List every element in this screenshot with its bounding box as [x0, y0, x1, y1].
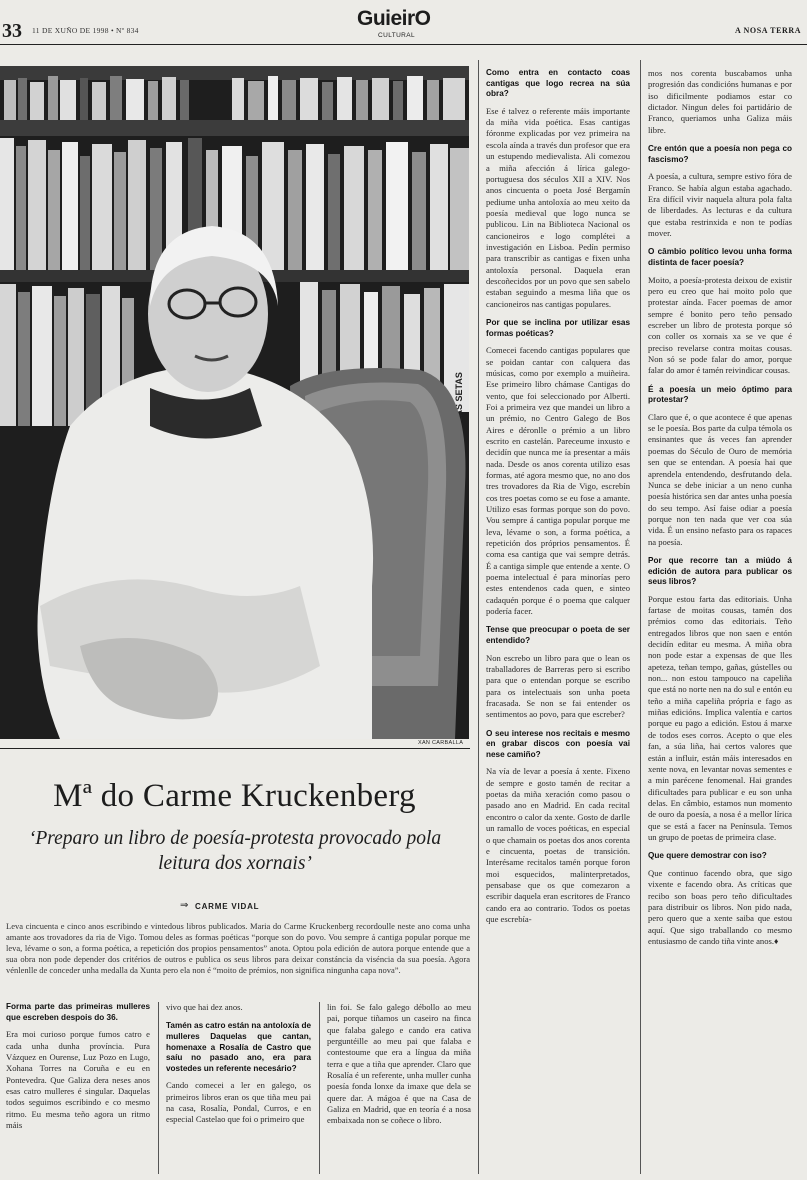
- interview-answer: A poesía, a cultura, sempre estivo fóra de Franco. Se había algun estaba agachado. Era difícil vivir naquela altura pola falta de liberdades. As lecturas e da cultura que estaba restrinxida e non te podías mover.: [648, 171, 792, 238]
- portrait-illustration: [0, 66, 469, 739]
- interview-answer: Comecei facendo cantigas populares que se poidan cantar con calquera das músicas, como por exemplo a muiñeira. Ese primeiro libro chámase Cantigas do vento, que foi seleccionado por Alberti. Foi a primeira vez que mandei un libro a un prémio, no Centro Galego de Bos Aires e déronlle o prémio a un libro escrito en castelán. Pareceume inxusto e decidín que nunca me ía presentar a máis nada. Desde os anos corenta utilizo esas formas, até agora mesmo que, no ano dos tres trovadores da Ria de Vigo, escrebín cos tres poetas como se eu fose a amante. Utilizo esas formas porque son do povo. Vou sempre á cantiga popular porque me leva, lévame o son, a forma poética, a repetición dos próprios pensamentos. É coma esa cantiga que vai sempre detrás. É a cantiga simple que entende a xente. O poema intelectual é para minorías pero estes entendenos cada quen, e sinteo cadaquén porque é o poema que calquer podería facer.: [486, 345, 630, 617]
- text-column-1: [6, 1002, 150, 1131]
- interview-answer: Na vía de levar a poesía á xente. Fixeno de sempre e gosto tamén de recitar a poetas da miña xeración como pasou o pasado ano en Madrid. En cada recital encontro o calor da xente. Gosto de darlle un ramallo de voces poéticas, en especial o que chamain os poetas dos anos corenta e cincuenta, poetas de transición. Interésame recitalos tamén porque foron moi esquecidos, malinterpretados, pensabase que os que comezaron a escribir daquela eran escritores de Franco cando era ao contrario. Todos os poetas que escrebía-: [486, 766, 630, 924]
- interview-answer: Porque estou farta das editoriais. Unha fartase de moitas cousas, tamén dos prémios como das editoriais. Teño entregados libros que non saen e entón decidín editar eu mesma. A miña obra non pode estar a expensas de que lles apeteza, teñan tempo, gañas, gústelles ou non... non estou tampouco na capeliña que está no norte nen na do sul e entón eu teño a miña capeliña própria e fago as miñas edicións. Implica valentía e cartos porque eu pago a edición. Estou á marxe de todos eses corros. Acepto o que eles fan, a súa liña, hai certos valores que están a influir, están máis interesados en xente nova, en levantar novas sementes e a min parécene fenomenal. Hai grandes dificultades para publicar e eu son unha delas. En câmbio, estamos nun momento de ouro da poesía, a nosa é a mellor lírica que se está a facer na Península. Temos un grupo de poetas de primeira clase.: [648, 593, 792, 842]
- interview-question: Que quere demostrar con iso?: [648, 851, 767, 861]
- article-subtitle: ‘Preparo un libro de poesía-protesta provocado pola leitura dos xornais’: [28, 828, 442, 874]
- interview-answer: vivo que hai dez anos.: [166, 1002, 243, 1012]
- byline-arrow-icon: ⇒: [180, 900, 189, 911]
- interview-answer: Non escrebo un libro para que o lean os traballadores de Barreras pero si escribo para que o entendan porque se escribo para os intelectuais son unha poeta fracasada. Se non se fai entender os sentimentos ao povo, para que escreber?: [486, 652, 630, 720]
- section-logo-sub: CULTURAL: [378, 32, 416, 39]
- photo-credit: XAN CARBALLA: [418, 740, 464, 746]
- text-column-5: [648, 68, 792, 947]
- header-rule: [0, 44, 807, 45]
- article-byline: CARME VIDAL: [195, 902, 260, 911]
- interview-answer: lin foi. Se falo galego débollo ao meu pai, porque tiñamos un caseiro na finca que falaba galego e cando era cativa perguntéille ao meu pai que falaba e contestoume que era a língua da miña terra e que a tiña que aprender. Claro que Rosalía é un referente, unha muller cunha poesía fonda lonxe da imaxe que dela se quere dar. A mágoa é que na Casa de Galiza en Madrid, que en teoría é a nosa embaixada non se coñece o libro.: [327, 1002, 471, 1126]
- photo-bottom-rule: [0, 748, 470, 749]
- page-number: 33: [2, 20, 22, 42]
- interview-answer: Que continuo facendo obra, que sigo vixente e facendo obra. As críticas que recibo son boas pero teño dificultades para distribuir os libros. Non pido nada, pero quero que a xente saiba que estou aquí. Que sigo traballando co mesmo entusiasmo de cando tiña vinte anos.♦: [648, 867, 792, 946]
- bookshelf-top: [4, 76, 465, 120]
- interview-question: Como entra en contacto coas cantigas que logo recrea na súa obra?: [486, 68, 630, 99]
- interview-question: É a poesía un meio óptimo para protestar?: [648, 384, 792, 405]
- interview-question: O seu interese nos recitais e mesmo en grabar discos con poesía vai nese camiño?: [486, 728, 630, 759]
- issue-date: 11 DE XUÑO DE 1998 • Nº 834: [32, 26, 139, 35]
- column-divider: [158, 1002, 159, 1174]
- article-title: Mª do Carme Kruckenberg: [53, 778, 416, 814]
- section-logo-main: GuieirO: [357, 7, 431, 30]
- newspaper-name: A NOSA TERRA: [735, 26, 802, 35]
- interview-answer: mos nos corenta buscabamos unha progresión das condicións humanas e por iso dificilmente podiamos estar co dictador. Ningun deles foi partidário de Franco, queriamos unha Galiza máis libre.: [648, 68, 792, 135]
- interview-answer: Claro que é, o que acontece é que apenas se le poesía. Bos parte da culpa témola os ensinantes que ás veces fan aprender poemas do Século de Ouro de memória sen que se entendan. A poesía hai que aprendela entendendo, desfrutando dela. Nunca se debe iniciar a un neno cunha poesía histórica sen dar antes unha poesía do seu tempo. Así faise odiar a poesía porque non ten nada que ver coa súa vida. É un ensino nefasto para os rapaces na poesía.: [648, 411, 792, 547]
- interview-question: Por que se inclina por utilizar esas formas poéticas?: [486, 317, 630, 338]
- book-spine-label: LAS SETAS: [454, 372, 464, 422]
- interview-answer: Moito, a poesía-protesta deixou de existir pero eu creo que hai moito polo que protestar aínda. Facer poemas de amor sempre é bonito pero teño pensado escreber un libro de protesta porque só con coller os xornais xa se ve que é preciso revelarse contra moitas cousas. Non só se pode falar do amor, porque falar do amor é tamén reivindicar cousas.: [648, 274, 792, 376]
- interview-question: Tamén as catro están na antoloxía de mulleres Daquelas que cantan, homenaxe a Rosalía de Castro que saíu no pasado ano, era para vostedes un referente necesário?: [166, 1021, 311, 1073]
- column-divider: [478, 60, 479, 1174]
- interview-question: Por que recorre tan a miúdo á edición de autora para publicar os seus libros?: [648, 555, 792, 587]
- text-column-4: [486, 68, 630, 925]
- column-divider: [640, 60, 641, 1174]
- interview-answer: Era moi curioso porque fumos catro e cada unha dunha província. Pura Vázquez en Ourense, Luz Pozo en Lugo, Xohana Torres na Coruña e eu en Pontevedra. Que Galiza dera neses anos esas catro mulleres é singular. Daquelas todos seguimos escribindo e co mesmo ritmo. Eu mesma teño agora un ritmo máis: [6, 1029, 150, 1130]
- portrait-photo: [0, 66, 469, 739]
- text-column-2: [166, 1002, 311, 1126]
- interview-question: Cre entón que a poesía non pega co fascismo?: [648, 144, 792, 164]
- column-divider: [319, 1002, 320, 1174]
- interview-question: Forma parte das primeiras mulleres que escreben despois do 36.: [6, 1002, 150, 1022]
- interview-question: O câmbio político levou unha forma distinta de facer poesía?: [648, 247, 792, 267]
- interview-answer: Cando comecei a ler en galego, os primeiros libros eran os que tiña meu pai na casa, Rosalía, Pondal, Curros, e en especial Castelao que foi o primeiro que: [166, 1080, 311, 1125]
- section-logo: [357, 8, 443, 46]
- article-intro: Leva cincuenta e cinco anos escribindo e vintedous libros publicados. Maria do Carme Kruckenberg recordoulle neste ano coma unha amante aos trovadores da ria de Vigo. Tomou deles as formas poéticas “porque son do povo. Vou sempre á cantiga popular porque me leva, lévame o son, a forma poética, a repetición dos propios pensamentos” anota. Optou pola edición de autora porque entende que a sua obra non pode depender dos critérios de outros e publica os seus libros para deixar constáncia da viséncia da sua poesía. Agora vénlenlle de conceder unha medalla da Xunta pero ela non é “moito de prémios, non significa ningunha capa nova”.: [6, 921, 470, 976]
- text-column-3: [327, 1002, 471, 1127]
- interview-question: Tense que preocupar o poeta de ser entendido?: [486, 625, 630, 645]
- interview-answer: Ese é talvez o referente máis importante da miña vida poética. Esas cantigas fóronme explicadas por vez primeira na escola aínda a través dun profesor que era un estupendo medievalista. Ali comezou a miña afección á lírica galego-portuguesa dos séculos XII a XIV. Nos anos cincuenta o poeta José Bergamín pediume unha antoloxía ao meu xeito da poesía medieval que logo nunca se publicou. Lin na Biblioteca Nacional os cancioneiros e logo complétei a investigación en Lisboa. Pedín permiso para transcribir as cantigas e fixen unha antoloxía personal. Daquela eran descoñecidos por un povo que sen sabelo estaban seguindo a mesma liña que os cancioneiros nas cantigas populares.: [486, 105, 630, 309]
